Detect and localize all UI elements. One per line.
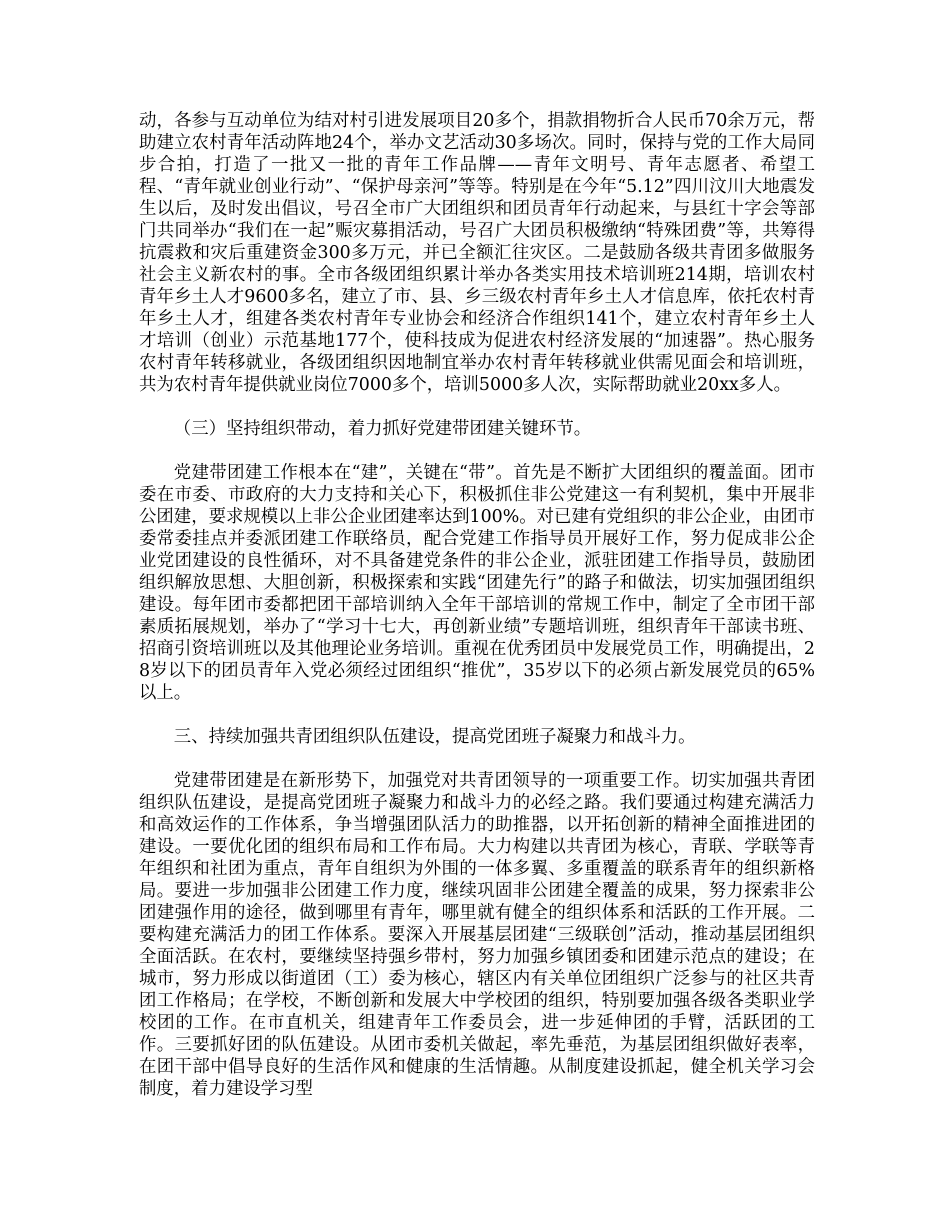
paragraph-gap bbox=[139, 748, 815, 770]
paragraph-party-building: 党建带团建工作根本在“建”，关键在“带”。首先是不断扩大团组织的覆盖面。团市委在市委、市政府的大力支持和关心下，积极抓住非公党建这一有利契机，集中开展非公团建，要求规模以上非公企业团建率达到100%。对已建有党组织的非公企业，由团市委常委挂点并委派团建工作联络员，配合党建工作指导员开展好工作，努力促成非公企业党团建设的良性循环，对不具备建党条件的非公企业，派驻团建工作指导员，鼓励团组织解放思想、大胆创新，积极探索和实践“团建先行”的路子和做法，切实加强团组织建设。每年团市委都把团干部培训纳入全年干部培训的常规工作中，制定了全市团干部素质拓展规划，举办了“学习十七大，再创新业绩”专题培训班，组织青年干部读书班、招商引资培训班以及其他理论业务培训。重视在优秀团员中发展党员工作，明确提出，28岁以下的团员青年入党必须经过团组织“推优”，35岁以下的必须占新发展党员的65%以上。 bbox=[139, 463, 815, 703]
section-heading-three: 三、持续加强共青团组织队伍建设，提高党团班子凝聚力和战斗力。 bbox=[173, 727, 696, 747]
paragraph-gap bbox=[139, 704, 815, 726]
paragraph-continuation: 动，各参与互动单位为结对村引进发展项目20多个，捐款捐物折合人民币70余万元，帮助建立农村青年活动阵地24个，举办文艺活动30多场次。同时，保持与党的工作大局同步合拍，打造了一批又一批的青年工作品牌——青年文明号、青年志愿者、希望工程、“青年就业创业行动”、“保护母亲河”等等。特别是在今年“5.12”四川汶川大地震发生以后，及时发出倡议，号召全市广大团组织和团员青年行动起来，与县红十字会等部门共同举办“我们在一起”赈灾募捐活动，号召广大团员积极缴纳“特殊团费”等，共筹得抗震救和灾后重建资金300多万元，并已全额汇往灾区。二是鼓励各级共青团多做服务社会主义新农村的事。全市各级团组织累计举办各类实用技术培训班214期，培训农村青年乡土人才9600多名，建立了市、县、乡三级农村青年乡土人才信息库，依托农村青年乡土人才，组建各类农村青年专业协会和经济合作组织141个，建立农村青年乡土人才培训（创业）示范基地177个，使科技成为促进农村经济发展的“加速器”。热心服务农村青年转移就业，各级团组织因地制宜举办农村青年转移就业供需见面会和培训班，共为农村青年提供就业岗位7000多个，培训5000多人次，实际帮助就业20xx多人。 bbox=[139, 111, 815, 395]
paragraph-team-building: 党建带团建是在新形势下，加强党对共青团领导的一项重要工作。切实加强共青团组织队伍建设，是提高党团班子凝聚力和战斗力的必经之路。我们要通过构建充满活力和高效运作的工作体系，争当增强团队活力的助推器，以开拓创新的精神全面推进团的建设。一要优化团的组织布局和工作布局。大力构建以共青团为核心，青联、学联等青年组织和社团为重点，青年自组织为外围的一体多翼、多重覆盖的联系青年的组织新格局。要进一步加强非公团建工作力度，继续巩固非公团建全覆盖的成果，努力探索非公团建强作用的途径，做到哪里有青年，哪里就有健全的组织体系和活跃的工作开展。二要构建充满活力的团工作体系。要深入开展基层团建“三级联创”活动，推动基层团组织全面活跃。在农村，要继续坚持强乡带村，努力加强乡镇团委和团建示范点的建设；在城市，努力形成以街道团（工）委为核心，辖区内有关单位团组织广泛参与的社区共青团工作格局；在学校，不断创新和发展大中学校团的组织，特别要加强各级各类职业学校团的工作。在市直机关，组建青年工作委员会，进一步延伸团的手臂，活跃团的工作。三要抓好团的队伍建设。从团市委机关做起，率先垂范，为基层团组织做好表率，在团干部中倡导良好的生活作风和健康的生活情趣。从制度建设抓起，健全机关学习会制度，着力建设学习型 bbox=[139, 771, 815, 1099]
paragraph-gap bbox=[139, 440, 815, 462]
paragraph-gap bbox=[139, 396, 815, 418]
document-page bbox=[139, 110, 815, 1100]
section-heading-3: （三）坚持组织带动，着力抓好党建带团建关键环节。 bbox=[173, 419, 592, 439]
